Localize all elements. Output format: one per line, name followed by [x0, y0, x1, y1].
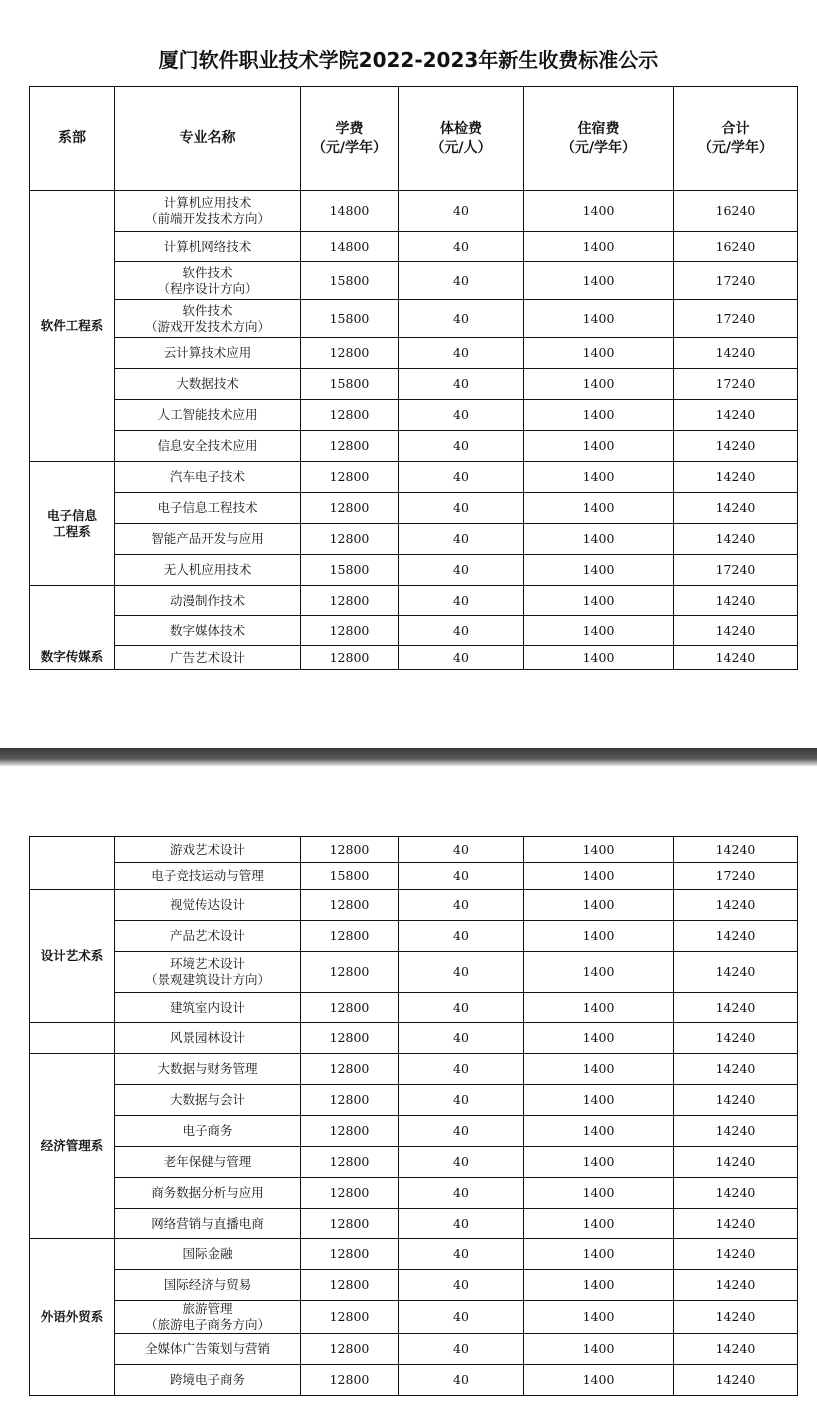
dorm-cell: 1400 — [524, 524, 674, 555]
table-header-row — [30, 87, 798, 191]
dorm-cell: 1400 — [524, 1334, 674, 1365]
table-row — [30, 993, 798, 1023]
dorm-cell: 1400 — [524, 890, 674, 921]
department-cell: 设计艺术系 — [30, 890, 115, 1023]
total-cell: 14240 — [674, 952, 798, 993]
exam-cell: 40 — [399, 232, 524, 262]
major-name-cell: 信息安全技术应用 — [115, 431, 301, 462]
table-row — [30, 493, 798, 524]
total-cell: 14240 — [674, 1085, 798, 1116]
exam-cell: 40 — [399, 400, 524, 431]
dorm-cell: 1400 — [524, 586, 674, 616]
exam-cell: 40 — [399, 1365, 524, 1396]
major-name-cell: 大数据与财务管理 — [115, 1054, 301, 1085]
tuition-cell: 12800 — [301, 1023, 399, 1054]
major-name-cell: 全媒体广告策划与营销 — [115, 1334, 301, 1365]
major-name-cell: 电子信息工程技术 — [115, 493, 301, 524]
total-cell: 17240 — [674, 300, 798, 338]
department-cell — [30, 1023, 115, 1054]
table-row — [30, 232, 798, 262]
major-name-cell: 产品艺术设计 — [115, 921, 301, 952]
dorm-cell: 1400 — [524, 1209, 674, 1239]
table-row — [30, 524, 798, 555]
dorm-cell: 1400 — [524, 262, 674, 300]
page-title: 厦门软件职业技术学院2022-2023年新生收费标准公示 — [158, 48, 659, 72]
exam-cell: 40 — [399, 524, 524, 555]
exam-cell: 40 — [399, 369, 524, 400]
tuition-cell: 12800 — [301, 1116, 399, 1147]
major-name-cell: 风景园林设计 — [115, 1023, 301, 1054]
tuition-cell: 15800 — [301, 262, 399, 300]
dorm-cell: 1400 — [524, 1147, 674, 1178]
exam-cell: 40 — [399, 191, 524, 232]
major-name-cell: 建筑室内设计 — [115, 993, 301, 1023]
table-row — [30, 646, 798, 670]
fee-table-body-1 — [30, 191, 798, 670]
dorm-cell: 1400 — [524, 462, 674, 493]
table-row — [30, 1178, 798, 1209]
table-row — [30, 369, 798, 400]
major-name-cell: 老年保健与管理 — [115, 1147, 301, 1178]
tuition-cell: 15800 — [301, 300, 399, 338]
major-name-cell: 网络营销与直播电商 — [115, 1209, 301, 1239]
exam-cell: 40 — [399, 338, 524, 369]
table-row — [30, 1270, 798, 1301]
dorm-cell: 1400 — [524, 1116, 674, 1147]
exam-cell: 40 — [399, 462, 524, 493]
total-cell: 14240 — [674, 400, 798, 431]
table-row — [30, 863, 798, 890]
tuition-cell: 12800 — [301, 1085, 399, 1116]
exam-cell: 40 — [399, 890, 524, 921]
department-cell: 外语外贸系 — [30, 1239, 115, 1396]
table-row — [30, 555, 798, 586]
table-row — [30, 1365, 798, 1396]
major-name-cell: 智能产品开发与应用 — [115, 524, 301, 555]
dorm-cell: 1400 — [524, 1085, 674, 1116]
total-cell: 17240 — [674, 262, 798, 300]
dorm-cell: 1400 — [524, 191, 674, 232]
dorm-cell: 1400 — [524, 431, 674, 462]
major-name-cell: 电子竞技运动与管理 — [115, 863, 301, 890]
table-row — [30, 1209, 798, 1239]
major-name-cell: 视觉传达设计 — [115, 890, 301, 921]
dorm-cell: 1400 — [524, 300, 674, 338]
total-cell: 14240 — [674, 338, 798, 369]
exam-cell: 40 — [399, 586, 524, 616]
table-row — [30, 1239, 798, 1270]
exam-cell: 40 — [399, 1085, 524, 1116]
department-cell: 电子信息 工程系 — [30, 462, 115, 586]
dorm-cell: 1400 — [524, 493, 674, 524]
major-name-cell: 汽车电子技术 — [115, 462, 301, 493]
major-name-cell: 动漫制作技术 — [115, 586, 301, 616]
exam-cell: 40 — [399, 1239, 524, 1270]
table-row — [30, 1023, 798, 1054]
exam-cell: 40 — [399, 300, 524, 338]
dorm-cell: 1400 — [524, 1301, 674, 1334]
total-cell: 14240 — [674, 1239, 798, 1270]
total-cell: 14240 — [674, 837, 798, 863]
dorm-cell: 1400 — [524, 616, 674, 646]
dorm-cell: 1400 — [524, 1270, 674, 1301]
tuition-cell: 14800 — [301, 191, 399, 232]
exam-cell: 40 — [399, 1116, 524, 1147]
exam-cell: 40 — [399, 493, 524, 524]
fee-table-body-2 — [30, 837, 798, 1396]
tuition-cell: 12800 — [301, 1334, 399, 1365]
table-row — [30, 338, 798, 369]
dorm-cell: 1400 — [524, 369, 674, 400]
tuition-cell: 12800 — [301, 952, 399, 993]
exam-cell: 40 — [399, 1301, 524, 1334]
exam-cell: 40 — [399, 1023, 524, 1054]
tuition-cell: 12800 — [301, 1147, 399, 1178]
exam-cell: 40 — [399, 1147, 524, 1178]
total-cell: 14240 — [674, 1054, 798, 1085]
total-cell: 14240 — [674, 993, 798, 1023]
dorm-cell: 1400 — [524, 1023, 674, 1054]
exam-cell: 40 — [399, 1270, 524, 1301]
major-name-cell: 电子商务 — [115, 1116, 301, 1147]
table-row — [30, 1301, 798, 1334]
tuition-cell: 12800 — [301, 1270, 399, 1301]
major-name-cell: 游戏艺术设计 — [115, 837, 301, 863]
tuition-cell: 12800 — [301, 921, 399, 952]
total-cell: 16240 — [674, 232, 798, 262]
major-name-cell: 人工智能技术应用 — [115, 400, 301, 431]
exam-cell: 40 — [399, 1209, 524, 1239]
major-name-cell: 环境艺术设计 （景观建筑设计方向） — [115, 952, 301, 993]
page-break-divider — [0, 748, 817, 766]
major-name-cell: 软件技术 （程序设计方向） — [115, 262, 301, 300]
major-name-cell: 跨境电子商务 — [115, 1365, 301, 1396]
tuition-cell: 12800 — [301, 338, 399, 369]
tuition-cell: 12800 — [301, 890, 399, 921]
total-cell: 14240 — [674, 890, 798, 921]
tuition-cell: 12800 — [301, 400, 399, 431]
tuition-cell: 12800 — [301, 837, 399, 863]
exam-cell: 40 — [399, 952, 524, 993]
exam-cell: 40 — [399, 616, 524, 646]
dorm-cell: 1400 — [524, 646, 674, 670]
exam-cell: 40 — [399, 262, 524, 300]
total-cell: 14240 — [674, 1334, 798, 1365]
total-cell: 14240 — [674, 1365, 798, 1396]
total-cell: 17240 — [674, 369, 798, 400]
tuition-cell: 12800 — [301, 462, 399, 493]
total-cell: 14240 — [674, 1301, 798, 1334]
header-dorm: 住宿费 （元/学年） — [524, 87, 674, 191]
major-name-cell: 国际经济与贸易 — [115, 1270, 301, 1301]
tuition-cell: 15800 — [301, 863, 399, 890]
dorm-cell: 1400 — [524, 837, 674, 863]
total-cell: 14240 — [674, 1147, 798, 1178]
exam-cell: 40 — [399, 1178, 524, 1209]
dorm-cell: 1400 — [524, 952, 674, 993]
major-name-cell: 大数据与会计 — [115, 1085, 301, 1116]
exam-cell: 40 — [399, 993, 524, 1023]
dorm-cell: 1400 — [524, 338, 674, 369]
table-row — [30, 1054, 798, 1085]
table-row — [30, 952, 798, 993]
major-name-cell: 商务数据分析与应用 — [115, 1178, 301, 1209]
major-name-cell: 广告艺术设计 — [115, 646, 301, 670]
dorm-cell: 1400 — [524, 232, 674, 262]
exam-cell: 40 — [399, 555, 524, 586]
dorm-cell: 1400 — [524, 993, 674, 1023]
table-row — [30, 890, 798, 921]
tuition-cell: 12800 — [301, 1054, 399, 1085]
table-row — [30, 300, 798, 338]
tuition-cell: 12800 — [301, 1239, 399, 1270]
tuition-cell: 12800 — [301, 993, 399, 1023]
total-cell: 14240 — [674, 1023, 798, 1054]
table-row — [30, 400, 798, 431]
total-cell: 14240 — [674, 462, 798, 493]
exam-cell: 40 — [399, 431, 524, 462]
major-name-cell: 国际金融 — [115, 1239, 301, 1270]
dorm-cell: 1400 — [524, 555, 674, 586]
dorm-cell: 1400 — [524, 1239, 674, 1270]
major-name-cell: 数字媒体技术 — [115, 616, 301, 646]
table-row — [30, 1147, 798, 1178]
total-cell: 14240 — [674, 646, 798, 670]
tuition-cell: 15800 — [301, 369, 399, 400]
header-exam: 体检费 （元/人） — [399, 87, 524, 191]
fee-table-page-2 — [29, 836, 798, 1396]
exam-cell: 40 — [399, 863, 524, 890]
total-cell: 14240 — [674, 1116, 798, 1147]
dorm-cell: 1400 — [524, 863, 674, 890]
dorm-cell: 1400 — [524, 1054, 674, 1085]
total-cell: 17240 — [674, 555, 798, 586]
header-dept: 系部 — [30, 87, 115, 191]
tuition-cell: 14800 — [301, 232, 399, 262]
tuition-cell: 12800 — [301, 493, 399, 524]
dorm-cell: 1400 — [524, 1365, 674, 1396]
tuition-cell: 12800 — [301, 616, 399, 646]
table-row — [30, 1116, 798, 1147]
table-row — [30, 1334, 798, 1365]
total-cell: 14240 — [674, 586, 798, 616]
exam-cell: 40 — [399, 1054, 524, 1085]
department-cell: 数字传媒系 — [30, 586, 115, 670]
total-cell: 14240 — [674, 616, 798, 646]
tuition-cell: 12800 — [301, 646, 399, 670]
tuition-cell: 12800 — [301, 586, 399, 616]
total-cell: 14240 — [674, 921, 798, 952]
total-cell: 14240 — [674, 1209, 798, 1239]
total-cell: 14240 — [674, 1270, 798, 1301]
exam-cell: 40 — [399, 1334, 524, 1365]
major-name-cell: 软件技术 （游戏开发技术方向） — [115, 300, 301, 338]
header-major: 专业名称 — [115, 87, 301, 191]
dorm-cell: 1400 — [524, 400, 674, 431]
major-name-cell: 计算机应用技术 （前端开发技术方向） — [115, 191, 301, 232]
major-name-cell: 计算机网络技术 — [115, 232, 301, 262]
total-cell: 17240 — [674, 863, 798, 890]
total-cell: 14240 — [674, 431, 798, 462]
table-row — [30, 616, 798, 646]
department-cell: 经济管理系 — [30, 1054, 115, 1239]
major-name-cell: 大数据技术 — [115, 369, 301, 400]
exam-cell: 40 — [399, 646, 524, 670]
table-row — [30, 1085, 798, 1116]
table-row — [30, 586, 798, 616]
exam-cell: 40 — [399, 921, 524, 952]
table-row — [30, 921, 798, 952]
tuition-cell: 12800 — [301, 524, 399, 555]
total-cell: 14240 — [674, 493, 798, 524]
tuition-cell: 12800 — [301, 431, 399, 462]
tuition-cell: 15800 — [301, 555, 399, 586]
header-total: 合计 （元/学年） — [674, 87, 798, 191]
tuition-cell: 12800 — [301, 1365, 399, 1396]
table-row — [30, 262, 798, 300]
tuition-cell: 12800 — [301, 1209, 399, 1239]
table-row — [30, 837, 798, 863]
table-row — [30, 431, 798, 462]
dorm-cell: 1400 — [524, 1178, 674, 1209]
major-name-cell: 云计算技术应用 — [115, 338, 301, 369]
total-cell: 14240 — [674, 524, 798, 555]
table-row — [30, 191, 798, 232]
exam-cell: 40 — [399, 837, 524, 863]
total-cell: 14240 — [674, 1178, 798, 1209]
major-name-cell: 旅游管理 （旅游电子商务方向） — [115, 1301, 301, 1334]
department-cell: 软件工程系 — [30, 191, 115, 462]
department-cell — [30, 837, 115, 890]
tuition-cell: 12800 — [301, 1301, 399, 1334]
table-row — [30, 462, 798, 493]
total-cell: 16240 — [674, 191, 798, 232]
major-name-cell: 无人机应用技术 — [115, 555, 301, 586]
tuition-cell: 12800 — [301, 1178, 399, 1209]
fee-table-page-1 — [29, 86, 798, 670]
dorm-cell: 1400 — [524, 921, 674, 952]
header-tuition: 学费 （元/学年） — [301, 87, 399, 191]
